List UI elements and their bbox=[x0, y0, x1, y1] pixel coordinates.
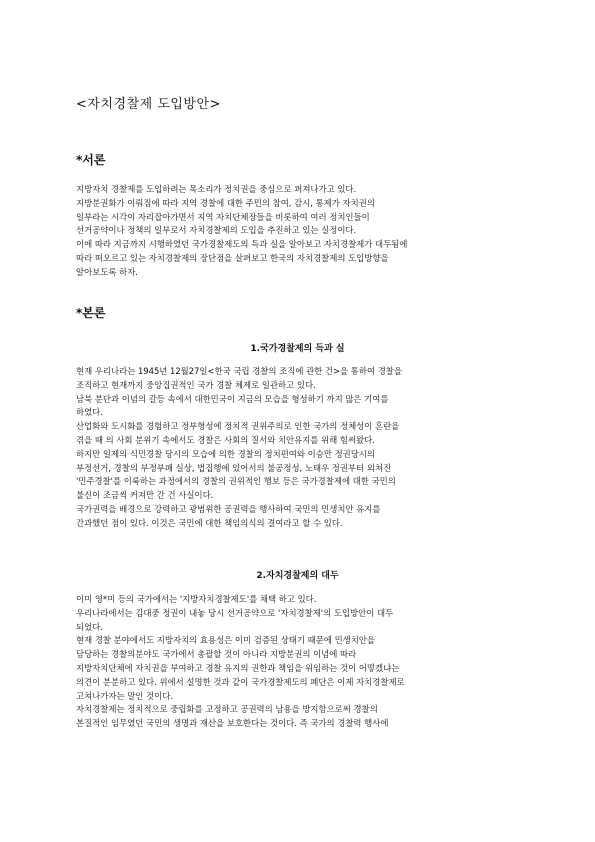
intro-line: 따라 떠오르고 있는 자치경찰제의 장단점을 살펴보고 한국의 자치경찰제의 도입방향을 bbox=[76, 252, 389, 263]
body-line: '민주경찰'를 이룩하는 과정에서의 경찰의 권위적인 행보 등은 국가경찰제에 대한 국민의 bbox=[76, 476, 396, 487]
body-heading: *본론 bbox=[76, 306, 106, 320]
intro-heading: *서론 bbox=[76, 153, 106, 167]
intro-line: 지방분권화가 이뤄짐에 따라 지역 경찰에 대한 주민의 참여, 감시, 통제가 자치권의 bbox=[76, 197, 375, 208]
body-line: 이미 영*미 등의 국가에서는 '지방자치경찰제도'를 채택 하고 있다. bbox=[76, 594, 317, 604]
document-title: <자치경찰제 도입방안> bbox=[76, 97, 221, 112]
body-line: 조직하고 현재까지 중앙집권적인 국가 경찰 체제로 일관하고 있다. bbox=[76, 379, 316, 390]
intro-line: 알아보도록 하자. bbox=[76, 266, 138, 277]
intro-line: 일부라는 시각이 자리잡아가면서 지역 자치단체장들을 비롯하여 여러 정치인들이 bbox=[76, 211, 370, 222]
body-line: 고쳐나가자는 말인 것이다. bbox=[76, 690, 173, 701]
subsection-2-paragraph bbox=[76, 593, 516, 731]
body-line: 되었다. bbox=[76, 621, 103, 632]
body-line: 우리나라에서는 김대중 정권이 내놓 당시 선거공약으로 '자치경찰제'의 도입방안이 대두 bbox=[76, 607, 394, 618]
intro-paragraph bbox=[76, 183, 516, 280]
body-line: 하지만 일제의 식민경찰 당시의 모습에 의한 경찰의 정치편여와 이승만 정권당시의 bbox=[76, 448, 376, 459]
intro-line: 이에 따라 지금까지 시행하였던 국가경찰제도의 득과 실을 알아보고 자치경찰제가 대두됨에 bbox=[76, 239, 408, 250]
body-line: 본질적인 임무였던 국민의 생명과 재산을 보호한다는 것이다. 즉 국가의 경찰력 행사에 bbox=[76, 718, 389, 729]
body-line: 담당하는 경찰의분야도 국가에서 총괄할 것이 아니라 지방분권의 이념에 따라 bbox=[76, 649, 357, 660]
body-line: 지방자치단체에 자치권을 부여하고 경찰 유지의 권한과 책임을 위임하는 것이 어떻겠냐는 bbox=[76, 662, 400, 673]
body-line: 부정선거, 경찰의 부정부패 실상, 법집행에 있어서의 불공정성, 노태우 정권부터 외쳐진 bbox=[76, 462, 392, 473]
body-line: 현재 경찰 분야에서도 지방자치의 효용성은 이미 검증된 상태기 때문에 민생치안을 bbox=[76, 635, 376, 646]
subsection-title-2: 2.자치경찰제의 대두 bbox=[256, 571, 339, 581]
body-line: 현재 우리나라는 1945년 12월27일<한국 국립 경찰의 조직에 관한 건>을 통하여 경찰을 bbox=[76, 366, 402, 376]
subsection-1-paragraph bbox=[76, 365, 516, 531]
intro-line: 선거공약이나 정책의 일부로서 자치경찰제의 도입을 추진하고 있는 실정이다. bbox=[76, 225, 357, 236]
body-line: 산업화와 도시화를 경험하고 정부형성에 정치적 권위주의로 인한 국가의 정체성이 혼란을 bbox=[76, 421, 400, 432]
body-line: 의견이 분분하고 있다. 위에서 설명한 것과 같이 국가경찰제도의 폐단은 이제 자치경찰제로 bbox=[76, 676, 405, 687]
body-line: 자치경찰제는 정치적으로 중립화를 고정하고 공권력의 남용을 방지함으로써 경찰의 bbox=[76, 704, 378, 715]
body-line: 간과했던 점이 있다. 이것은 국민에 대한 책임의식의 결여라고 할 수 있다. bbox=[76, 517, 343, 528]
body-line: 남북 분단과 이념의 갈등 속에서 대한민국이 지금의 모습을 형성하기 까지 많은 기여를 bbox=[76, 393, 389, 404]
body-line: 불신이 조금씩 커져만 간 건 사실이다. bbox=[76, 490, 214, 501]
body-line: 국가권력을 배경으로 강력하고 광범위한 공권력을 행사하여 국민의 민생치안 유지를 bbox=[76, 503, 381, 514]
subsection-title-1: 1.국가경찰제의 득과 실 bbox=[250, 344, 345, 354]
body-line: 하였다. bbox=[76, 407, 103, 418]
intro-line: 지방자치 경찰제를 도입하려는 목소리가 정치권을 중심으로 퍼져나가고 있다. bbox=[76, 184, 357, 194]
body-line: 겪을 때 의 사회 분위기 속에서도 경찰은 사회의 질서와 치안유지를 위해 힘써왔다. bbox=[76, 434, 375, 445]
